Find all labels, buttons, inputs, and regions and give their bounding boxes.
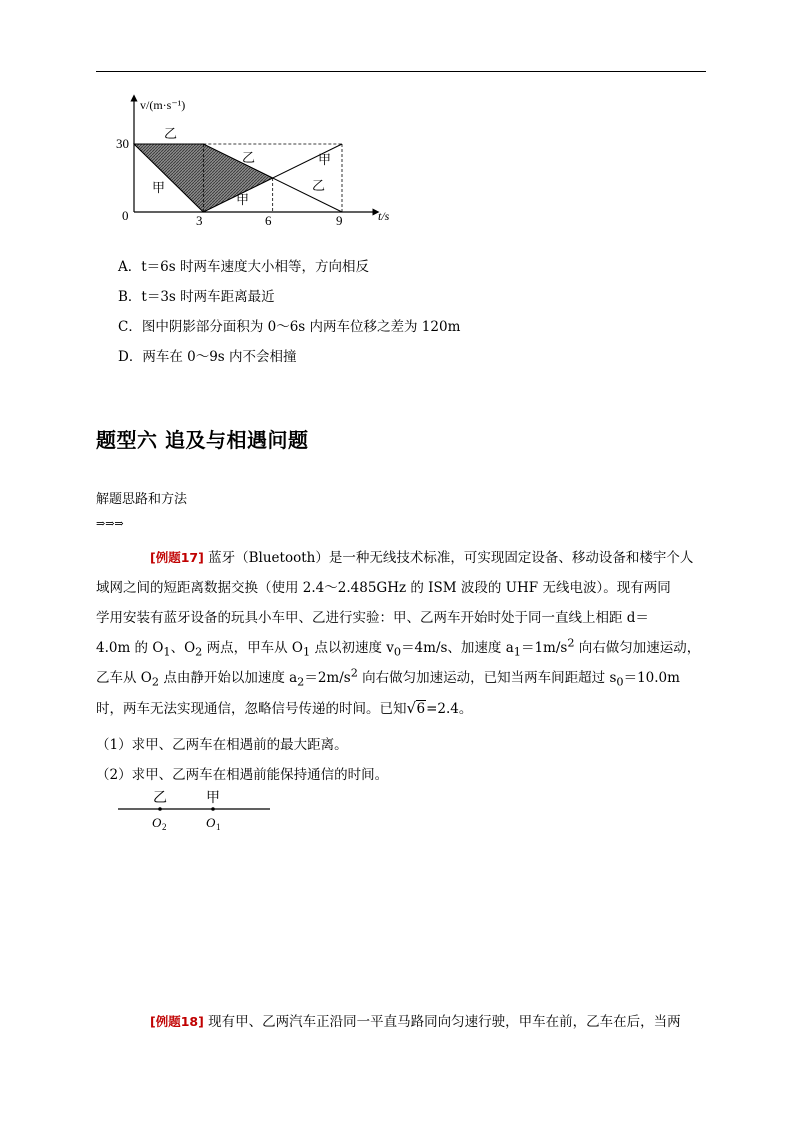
sqrt-6: √ 6 [406,699,426,717]
sub-0b: 0 [616,675,624,689]
point-o1 [211,807,215,811]
method-heading: 解题思路和方法 [96,492,188,507]
o2-label: O [152,815,162,830]
sup-2b: 2 [350,666,358,680]
annotation-yi-right: 乙 [312,178,326,193]
car-yi-label: 乙 [153,791,167,806]
y-axis-label: v/(m·s⁻¹) [140,98,186,112]
ex17-line-4 [96,636,700,659]
ex18-line-1 [150,1010,681,1030]
ex17-l5e: ＝10.0m [623,670,680,686]
sub-2b: 2 [151,675,160,689]
car-jia-label: 甲 [206,791,220,806]
vt-graph [110,92,400,232]
option-d: D．两车在 0～9s 内不会相撞 [118,349,297,365]
annotation-yi-top: 乙 [164,126,178,141]
sub-1: 1 [163,645,171,659]
ex17-l4c: 两点，甲车从 O [202,640,303,656]
ex18-text: 现有甲、乙两汽车正沿同一平直马路同向匀速行驶，甲车在前，乙车在后，当两 [208,1014,681,1030]
ex17-l5c: ＝2m/s [304,670,351,686]
ex17-line-1 [150,546,693,566]
ex17-line-2: 域网之间的短距离数据交换（使用 2.4～2.485GHz 的 ISM 波段的 UHF 无线电波）。现有两同 [96,580,671,596]
section-title: 题型六 追及与相遇问题 [96,428,309,452]
x-axis-label: t/s [378,209,390,223]
ex17-line-5 [96,666,680,689]
x-tick-9: 9 [336,213,343,228]
arrows: ⇒⇒⇒ [96,517,124,530]
ex17-line-6 [96,697,472,717]
sub-0: 0 [393,645,402,659]
option-a: A．t＝6s 时两车速度大小相等，方向相反 [118,259,369,275]
ex17-question-2: （2）求甲、乙两车在相遇前能保持通信的时间。 [96,767,389,783]
ex17-l5d: 向右做匀加速运动，已知当两车间距超过 s [357,670,617,686]
ex17-l6c: =2.4。 [426,701,473,717]
x-tick-3: 3 [196,213,203,228]
position-diagram [118,785,278,835]
ex17-l5a: 乙车从 O [96,670,152,686]
o2-sub: 2 [162,822,167,832]
sub-2: 2 [195,645,203,659]
annotation-jia-right: 甲 [318,152,332,167]
sub-1c: 1 [513,645,521,659]
y-tick-30: 30 [116,136,129,151]
ex17-l4d: 点以初速度 v [310,640,394,656]
annotation-jia-bottom: 甲 [236,192,250,207]
ex17-l4e: ＝4m/s、加速度 a [401,640,514,656]
annotation-jia-left: 甲 [152,180,166,195]
ex17-question-1: （1）求甲、乙两车在相遇前的最大距离。 [96,737,348,753]
point-o2 [158,807,162,811]
x-tick-0: 0 [122,208,129,223]
annotation-yi-mid: 乙 [242,150,256,165]
header-rule [96,71,706,72]
o1-label: O [206,815,216,830]
ex17-l4b: 、O [170,640,196,656]
ex17-l4a: 4.0m 的 O [96,640,164,656]
sqrt-radicand: 6 [416,701,426,717]
ex17-text-1: 蓝牙（Bluetooth）是一种无线技术标准，可实现固定设备、移动设备和楼宇个人 [208,550,694,566]
ex17-l5b: 点由静开始以加速度 a [159,670,298,686]
ex17-tag: [例题17] [150,550,204,565]
o1-sub: 1 [216,822,221,832]
ex17-line-3: 学用安装有蓝牙设备的玩具小车甲、乙进行实验：甲、乙两车开始时处于同一直线上相距 d＝ [96,610,649,626]
ex17-l6a: 时，两车无法实现通信，忽略信号传递的时间。已知 [96,701,407,717]
ex18-tag: [例题18] [150,1014,204,1029]
sub-2c: 2 [297,675,305,689]
option-b: B．t＝3s 时两车距离最近 [118,289,275,305]
ex17-l4g: 向右做匀加速运动， [574,640,701,656]
ex17-l4f: ＝1m/s [520,640,568,656]
x-tick-6: 6 [265,213,272,228]
sup-2: 2 [567,636,575,650]
option-c: C．图中阴影部分面积为 0～6s 内两车位移之差为 120m [118,319,461,335]
sub-1b: 1 [303,645,311,659]
